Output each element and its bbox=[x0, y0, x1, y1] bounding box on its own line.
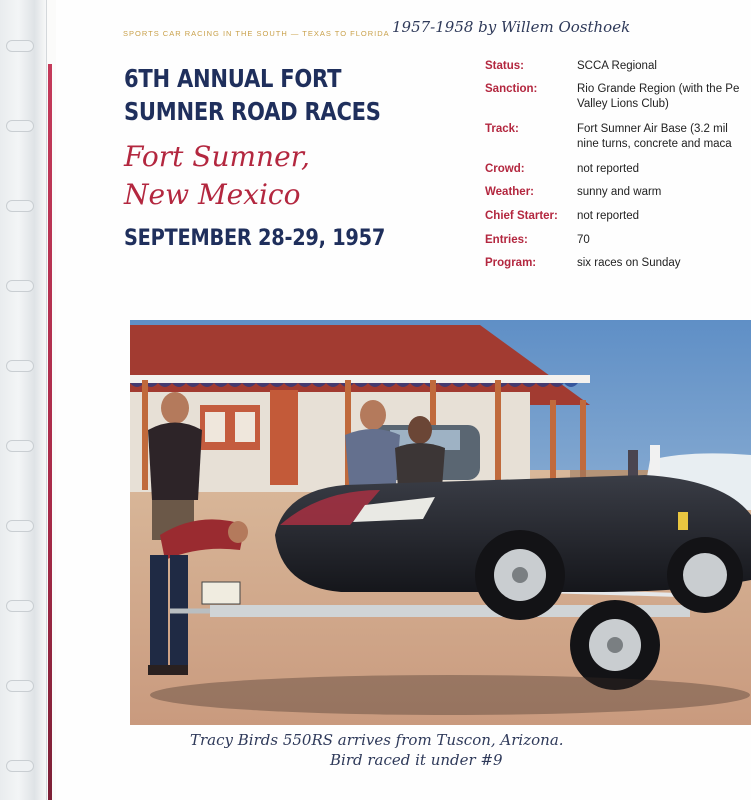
caption-line-1: Tracy Birds 550RS arrives from Tuscon, Arizona. bbox=[190, 731, 564, 749]
event-title bbox=[124, 62, 382, 128]
fact-key: Sanction: bbox=[485, 83, 538, 95]
fact-value: 70 bbox=[577, 234, 590, 246]
title-line-1: 6TH ANNUAL FORT bbox=[124, 64, 342, 93]
binder-ring bbox=[6, 120, 34, 132]
fact-value-continued: Valley Lions Club) bbox=[577, 98, 669, 110]
fact-key: Weather: bbox=[485, 186, 534, 198]
event-location bbox=[124, 138, 404, 214]
fact-key: Chief Starter: bbox=[485, 210, 558, 222]
binder-strip bbox=[0, 0, 47, 800]
fact-value: not reported bbox=[577, 163, 640, 175]
fact-value: Rio Grande Region (with the Pe bbox=[577, 83, 740, 95]
location-line-1: Fort Sumner, bbox=[124, 140, 310, 173]
fact-value: SCCA Regional bbox=[577, 60, 657, 72]
series-header: SPORTS CAR RACING IN THE SOUTH — TEXAS TO FLORIDA bbox=[123, 29, 390, 38]
binder-ring bbox=[6, 200, 34, 212]
binder-ring bbox=[6, 40, 34, 52]
handwritten-caption bbox=[190, 730, 710, 770]
binder-ring bbox=[6, 600, 34, 612]
fact-key: Crowd: bbox=[485, 163, 525, 175]
binder-ring bbox=[6, 440, 34, 452]
handwritten-note: 1957-1958 by Willem Oosthoek bbox=[392, 18, 631, 36]
fact-key: Entries: bbox=[485, 234, 528, 246]
fact-key: Status: bbox=[485, 60, 524, 72]
location-line-2: New Mexico bbox=[124, 178, 301, 211]
caption-line-2: Bird raced it under #9 bbox=[330, 751, 503, 769]
fact-key: Track: bbox=[485, 123, 519, 135]
title-line-2: SUMNER ROAD RACES bbox=[124, 97, 381, 126]
binder-ring bbox=[6, 280, 34, 292]
page-edge-stripe bbox=[48, 64, 52, 800]
fact-value-continued: nine turns, concrete and maca bbox=[577, 138, 732, 150]
event-date: SEPTEMBER 28-29, 1957 bbox=[124, 225, 386, 251]
fact-value: six races on Sunday bbox=[577, 257, 681, 269]
fact-value: sunny and warm bbox=[577, 186, 662, 198]
race-car-photo bbox=[130, 320, 751, 725]
fact-value: not reported bbox=[577, 210, 640, 222]
binder-ring bbox=[6, 520, 34, 532]
binder-ring bbox=[6, 680, 34, 692]
binder-ring bbox=[6, 360, 34, 372]
binder-ring bbox=[6, 760, 34, 772]
fact-value: Fort Sumner Air Base (3.2 mil bbox=[577, 123, 728, 135]
photo-illustration bbox=[130, 320, 751, 725]
fact-key: Program: bbox=[485, 257, 537, 269]
